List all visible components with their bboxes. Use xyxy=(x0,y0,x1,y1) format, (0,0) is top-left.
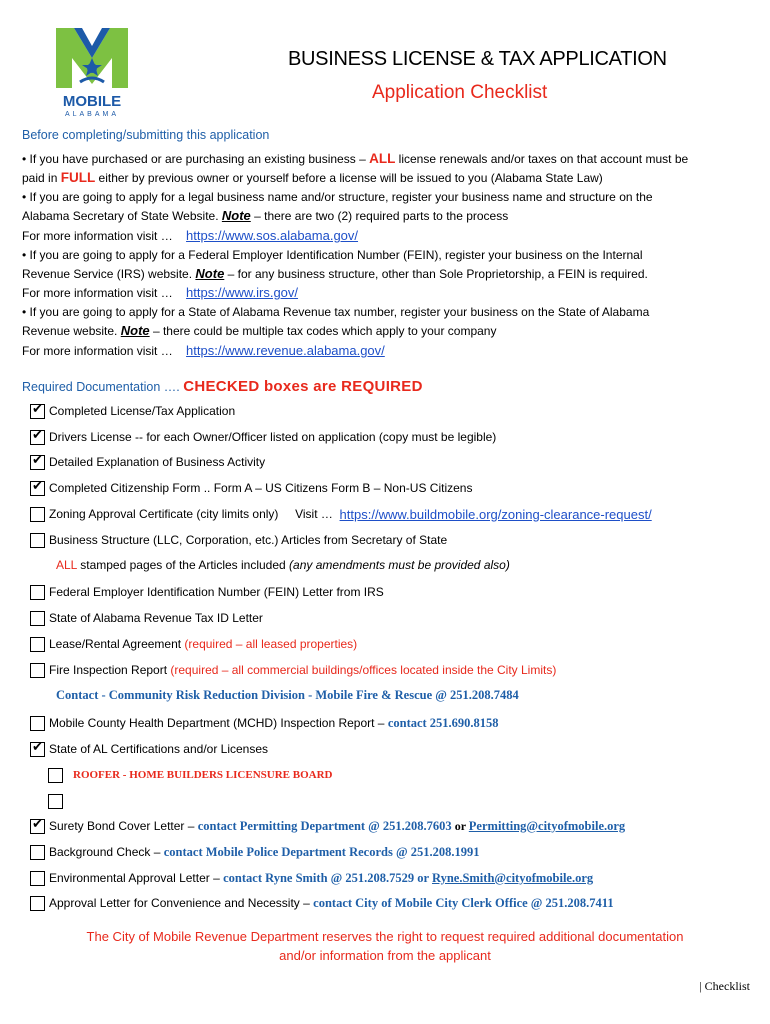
checkbox-icon[interactable] xyxy=(30,637,45,652)
before-p2-more: For more information visit … https://www.sos.alabama.gov/ xyxy=(22,228,359,243)
checkbox-icon[interactable] xyxy=(30,896,45,911)
checklist-item[interactable]: Approval Letter for Convenience and Necessity – contact City of Mobile City Clerk Office @ 251.208.7411 xyxy=(30,894,614,912)
checkbox-icon[interactable] xyxy=(30,585,45,600)
before-heading: Before completing/submitting this application xyxy=(22,128,270,142)
all-emphasis: ALL xyxy=(369,151,396,166)
checklist-item[interactable]: Environmental Approval Letter – contact Ryne Smith @ 251.208.7529 or Ryne.Smith@cityofmobile.org xyxy=(30,869,593,887)
checklist-item[interactable]: ✔ Drivers License -- for each Owner/Officer listed on application (copy must be legible) xyxy=(30,428,496,446)
permitting-email-link[interactable]: Permitting@cityofmobile.org xyxy=(468,818,626,833)
checkbox-icon[interactable] xyxy=(48,794,63,809)
checklist-item[interactable]: Lease/Rental Agreement (required – all leased properties) xyxy=(30,635,357,653)
irs-link[interactable]: https://www.irs.gov/ xyxy=(186,285,299,300)
before-p3-line1: • If you are going to apply for a Federal Employer Identification Number (FEIN), register your business on the Internal xyxy=(22,248,643,262)
required-heading: Required Documentation …. CHECKED boxes are REQUIRED xyxy=(22,378,423,395)
before-p2-line1: • If you are going to apply for a legal business name and/or structure, register your business name and structure on the xyxy=(22,190,653,204)
roofer-item[interactable]: ROOFER - HOME BUILDERS LICENSURE BOARD xyxy=(48,766,332,784)
checkbox-icon[interactable] xyxy=(30,507,45,522)
before-p1-line1: • If you have purchased or are purchasing an existing business – ALL license renewals and/or taxes on that account must be xyxy=(22,151,689,166)
checklist-item[interactable]: Background Check – contact Mobile Police Department Records @ 251.208.1991 xyxy=(30,843,479,861)
sos-link[interactable]: https://www.sos.alabama.gov/ xyxy=(186,228,359,243)
checkbox-icon[interactable] xyxy=(48,768,63,783)
revenue-link[interactable]: https://www.revenue.alabama.gov/ xyxy=(186,343,385,358)
checklist-item[interactable]: Mobile County Health Department (MCHD) Inspection Report – contact 251.690.8158 xyxy=(30,714,499,732)
footer-note-line2: and/or information from the applicant xyxy=(279,948,491,963)
checkbox-checked-icon[interactable] xyxy=(30,819,45,834)
checkbox-checked-icon[interactable] xyxy=(30,404,45,419)
checkbox-icon[interactable] xyxy=(30,716,45,731)
before-p4-more: For more information visit … https://www.revenue.alabama.gov/ xyxy=(22,343,385,358)
checkbox-icon[interactable] xyxy=(30,611,45,626)
checklist-item[interactable]: ✔ Detailed Explanation of Business Activity xyxy=(30,453,265,471)
checkbox-checked-icon[interactable] xyxy=(30,481,45,496)
note-label: Note xyxy=(120,323,150,338)
checkbox-icon[interactable] xyxy=(30,663,45,678)
page-title: BUSINESS LICENSE & TAX APPLICATION xyxy=(288,48,667,70)
fire-contact: Contact - Community Risk Reduction Division - Mobile Fire & Rescue @ 251.208.7484 xyxy=(56,688,519,702)
logo-subtext: ALABAMA xyxy=(64,111,120,118)
blank-item[interactable] xyxy=(48,792,67,810)
checklist-item[interactable]: Federal Employer Identification Number (FEIN) Letter from IRS xyxy=(30,583,384,601)
checklist-item[interactable]: ✔ Completed License/Tax Application xyxy=(30,402,235,420)
before-p1-line2: paid in FULL either by previous owner or yourself before a license will be issued to you (Alabama State Law) xyxy=(22,170,603,185)
full-emphasis: FULL xyxy=(60,170,96,185)
checklist-item[interactable]: Fire Inspection Report (required – all commercial buildings/offices located inside the City Limits) xyxy=(30,661,556,679)
before-p3-line2: Revenue Service (IRS) website. Note – for any business structure, other than Sole Proprietorship, a FEIN is required. xyxy=(22,266,648,281)
before-p4-line2: Revenue website. Note – there could be multiple tax codes which apply to your company xyxy=(22,323,497,338)
articles-note: ALL stamped pages of the Articles included (any amendments must be provided also) xyxy=(56,558,510,572)
checklist-item[interactable]: Zoning Approval Certificate (city limits only) Visit … https://www.buildmobile.org/zoning-clearance-request/ xyxy=(30,505,652,523)
page-footer-label: | Checklist xyxy=(699,979,750,993)
before-p3-more: For more information visit … https://www.irs.gov/ xyxy=(22,285,299,300)
page-subtitle: Application Checklist xyxy=(372,82,548,103)
checkbox-checked-icon[interactable] xyxy=(30,455,45,470)
zoning-link[interactable]: https://www.buildmobile.org/zoning-clearance-request/ xyxy=(339,506,652,522)
mobile-alabama-logo xyxy=(52,28,132,118)
checklist-item[interactable]: State of Alabama Revenue Tax ID Letter xyxy=(30,609,263,627)
checklist-item[interactable]: ✔ Completed Citizenship Form .. Form A – US Citizens Form B – Non-US Citizens xyxy=(30,479,472,497)
checkbox-icon[interactable] xyxy=(30,845,45,860)
checkbox-checked-icon[interactable] xyxy=(30,430,45,445)
before-p2-line2: Alabama Secretary of State Website. Note – there are two (2) required parts to the process xyxy=(22,208,509,223)
logo-text: MOBILE xyxy=(62,93,122,110)
ryne-email-link[interactable]: Ryne.Smith@cityofmobile.org xyxy=(431,870,594,885)
checkbox-icon[interactable] xyxy=(30,871,45,886)
before-p4-line1: • If you are going to apply for a State of Alabama Revenue tax number, register your business on the State of Alabama xyxy=(22,305,650,319)
note-label: Note xyxy=(221,208,251,223)
required-emphasis: CHECKED boxes are REQUIRED xyxy=(183,378,423,395)
note-label: Note xyxy=(195,266,225,281)
footer-note-line1: The City of Mobile Revenue Department reserves the right to request required additional documentation xyxy=(86,929,684,944)
checklist-item[interactable]: ✔ State of AL Certifications and/or Licenses xyxy=(30,740,268,758)
checkbox-icon[interactable] xyxy=(30,533,45,548)
checklist-item[interactable]: Business Structure (LLC, Corporation, etc.) Articles from Secretary of State xyxy=(30,531,447,549)
checklist-item[interactable]: ✔ Surety Bond Cover Letter – contact Permitting Department @ 251.208.7603 or Permitting@cityofmobile.org xyxy=(30,817,625,835)
checkbox-checked-icon[interactable] xyxy=(30,742,45,757)
